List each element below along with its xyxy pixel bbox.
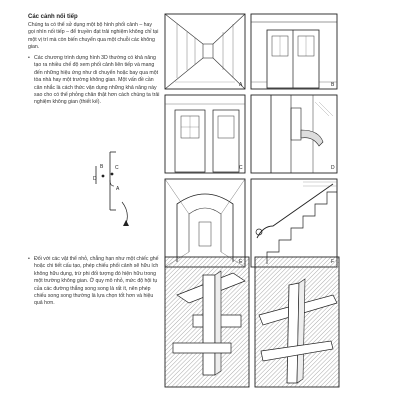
section-title: Các cảnh nối tiếp [28,14,78,20]
sketch-panel-a [165,14,245,89]
panel-label-a: A [239,82,243,88]
panel-label-d: D [331,165,335,171]
plan-label-b: B [100,164,104,170]
sketch-panel-b [251,14,337,89]
sketch-panel-f [251,179,337,267]
bullet-icon: • [28,55,30,61]
plan-label-d: D [93,176,97,182]
sequence-plan-diagram [60,140,150,235]
bullet-icon: • [28,256,30,262]
intro-paragraph: Chúng ta có thể sử dụng một bộ hình phối cảnh – hay gọi nhìn nối tiếp – để truyền đạt trải nghiệm không chỉ tại một vị trí mà còn biến chuyển qua một chuỗi các không gian. [28,22,159,51]
detail-sketch-perspective [255,257,339,387]
detail-sketch-parallel [165,257,249,387]
bullet-text-1: Các chương trình dựng hình 3D thường có khả năng tạo ra nhiều chế độ xem phối cảnh liên tiếp và mang đến những hiệu ứng như di chuyển hoặc bay qua một tòa nhà hay một trường không gian. Một vấn đề cần cân nhắc là cách thức vận dụng những khả năng này sao cho có thể phỏng chân thật hơn cách chúng ta trải nghiệm không gian (thiết kế). [34,55,160,106]
sketch-panel-d [251,95,337,173]
sketch-panel-c [165,95,245,173]
bullet-paragraph-1 [28,55,162,107]
detail-comparison-sketches [163,255,343,390]
sketch-panel-e [165,179,245,267]
bullet-text-2: Đối với các vật thể nhỏ, chẳng hạn như một chiếc ghế hoặc chi tiết cấu tạo, phép chiếu phối cảnh sẽ hữu ích không hữu dụng, trừ phi đối tượng đó hiện hữu trong một trường không gian. Ở quy mô nhỏ, mức độ hội tụ của các đường thẳng song song là rất ít, nên phép chiếu song song thường là lựa chọn tốt hơn và hiệu quả hơn. [34,256,159,307]
perspective-sketch-grid [163,12,343,271]
plan-label-a: A [116,186,120,192]
plan-label-c: C [115,165,119,171]
panel-label-b: B [331,82,335,88]
panel-label-c: C [239,165,243,171]
bullet-paragraph-2 [28,256,162,308]
